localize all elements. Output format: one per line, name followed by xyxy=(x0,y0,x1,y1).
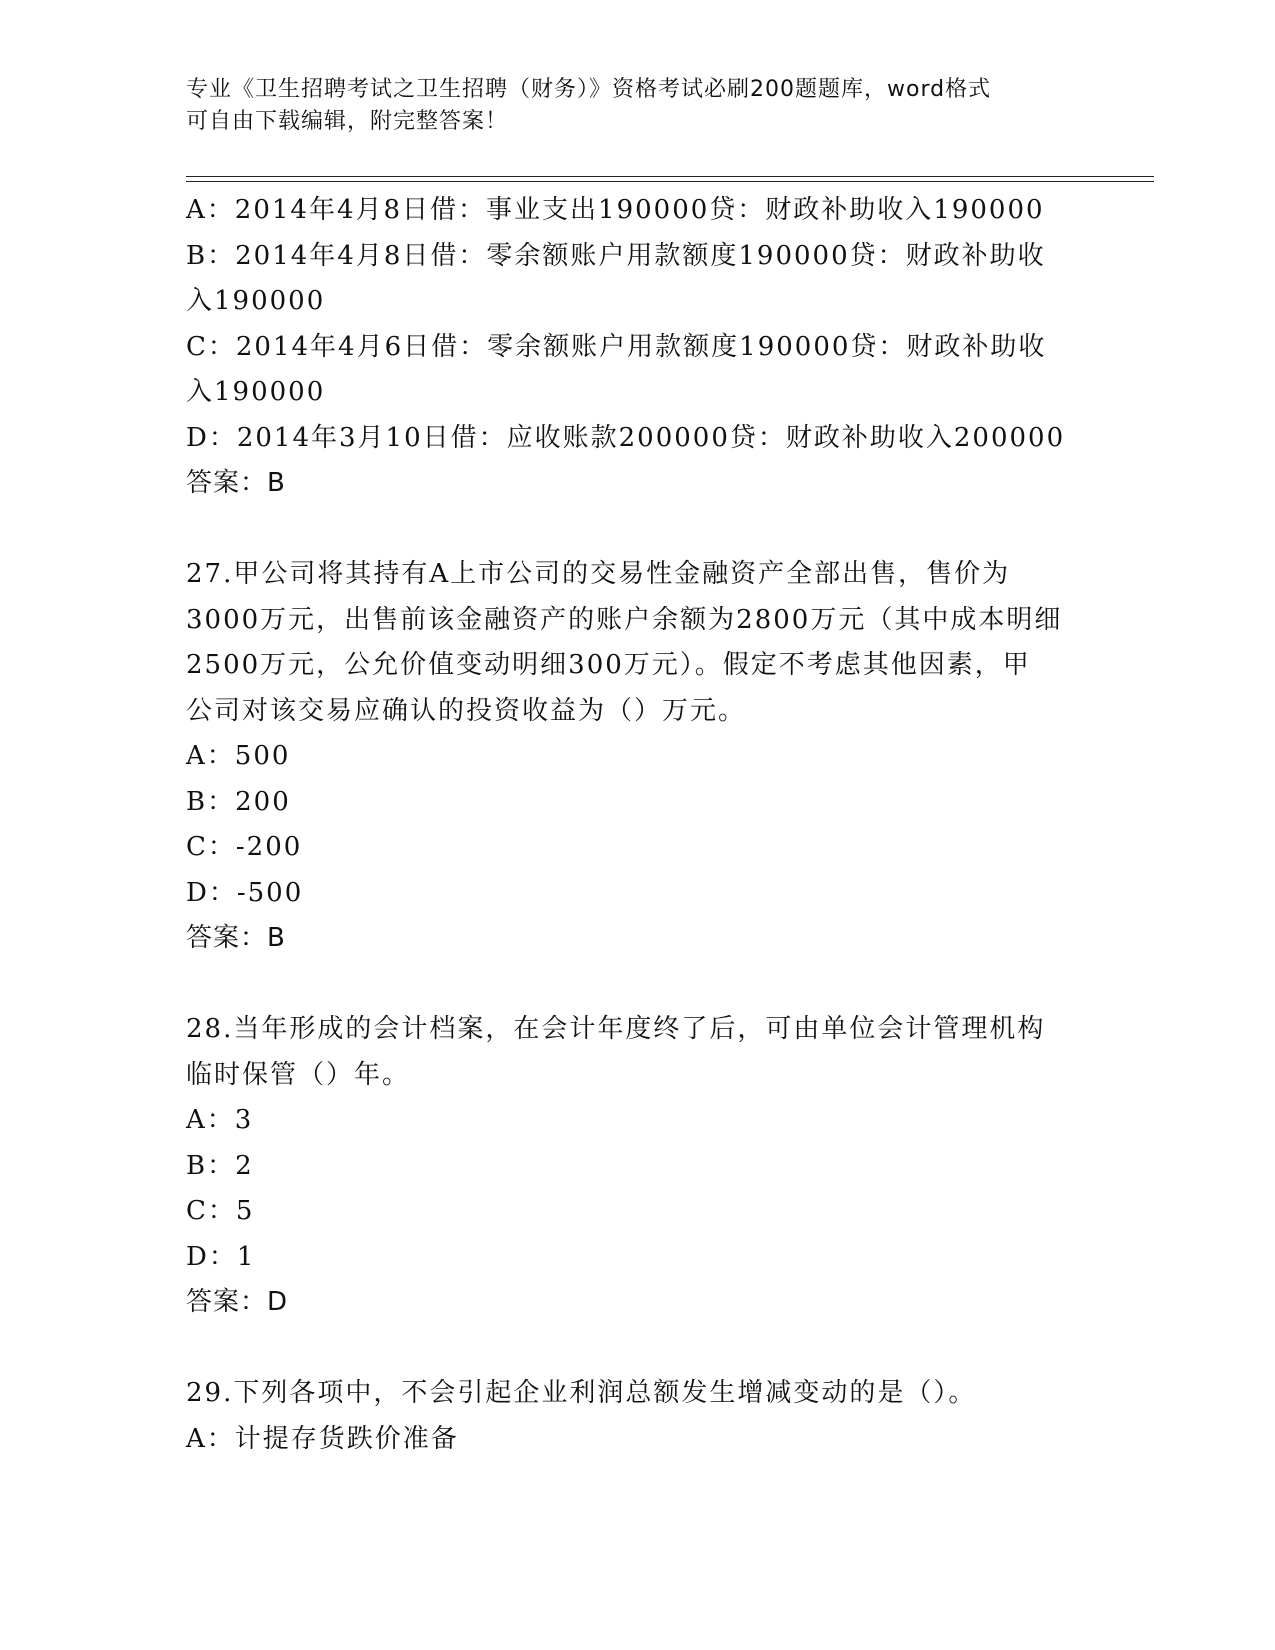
answer: 答案：B xyxy=(186,923,286,953)
question-stem-cont: 临时保管（）年。 xyxy=(186,1059,411,1090)
option-a: A：3 xyxy=(186,1105,254,1135)
question-stem-cont: 2500万元，公允价值变动明细300万元）。假定不考虑其他因素，甲 xyxy=(186,650,1031,680)
option-c: C：5 xyxy=(186,1196,255,1226)
option-c-cont: 入190000 xyxy=(186,377,326,407)
option-a: A：计提存货跌价准备 xyxy=(186,1423,459,1454)
question-29 xyxy=(186,1371,1076,1462)
option-a: A：500 xyxy=(186,741,291,771)
option-c: C：2014年4月6日借：零余额账户用款额度190000贷：财政补助收 xyxy=(186,331,1047,362)
question-stem: 28.当年形成的会计档案，在会计年度终了后，可由单位会计管理机构 xyxy=(186,1014,1046,1044)
option-b-cont: 入190000 xyxy=(186,286,326,316)
header-rule-top xyxy=(186,176,1154,177)
question-stem-cont: 公司对该交易应确认的投资收益为（）万元。 xyxy=(186,695,747,726)
header-rule-bottom xyxy=(186,181,1154,182)
question-27 xyxy=(186,552,1076,962)
question-stem: 29.下列各项中，不会引起企业利润总额发生增减变动的是（）。 xyxy=(186,1378,977,1408)
question-stem: 27.甲公司将其持有A上市公司的交易性金融资产全部出售，售价为 xyxy=(186,559,1011,589)
answer: 答案：D xyxy=(186,1287,289,1317)
option-d: D：-500 xyxy=(186,877,304,908)
question-26-options xyxy=(186,188,1076,507)
header-line-2: 可自由下载编辑，附完整答案！ xyxy=(186,109,509,134)
option-c: C：-200 xyxy=(186,832,303,862)
document-body xyxy=(186,188,1076,1462)
option-d: D：2014年3月10日借：应收账款200000贷：财政补助收入200000 xyxy=(186,422,1066,453)
question-28 xyxy=(186,1007,1076,1326)
question-stem-cont: 3000万元，出售前该金融资产的账户余额为2800万元（其中成本明细 xyxy=(186,604,1063,635)
answer: 答案：B xyxy=(186,468,286,498)
option-b: B：2014年4月8日借：零余额账户用款额度190000贷：财政补助收 xyxy=(186,240,1046,271)
header-line-1: 专业《卫生招聘考试之卫生招聘（财务）》资格考试必刷200题题库，word格式 xyxy=(186,77,992,102)
option-d: D：1 xyxy=(186,1241,256,1272)
option-b: B：2 xyxy=(186,1150,254,1181)
option-a: A：2014年4月8日借：事业支出190000贷：财政补助收入190000 xyxy=(186,195,1045,225)
document-header xyxy=(186,74,1066,138)
option-b: B：200 xyxy=(186,786,291,817)
